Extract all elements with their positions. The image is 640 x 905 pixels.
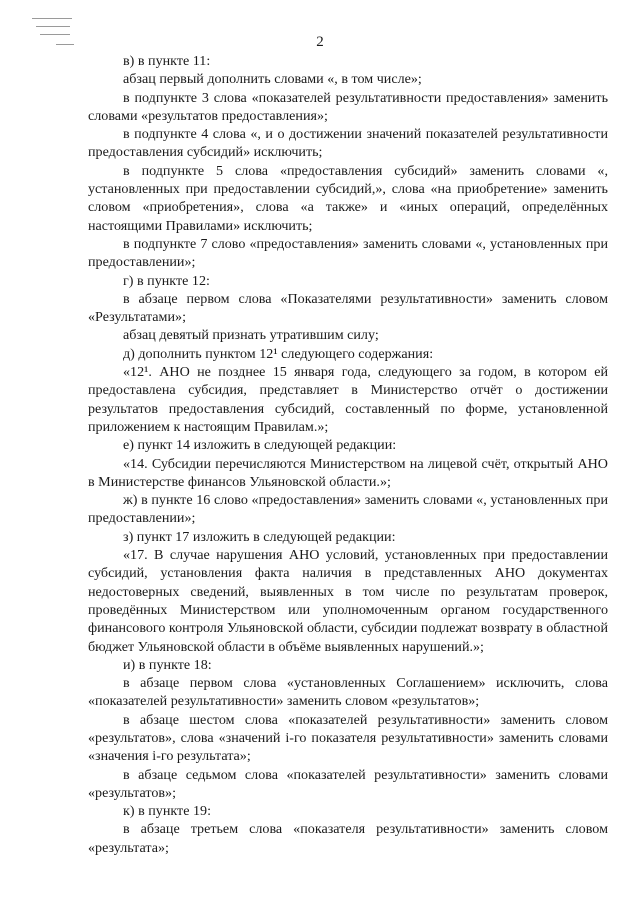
paragraph: ж) в пункте 16 слово «предоставления» заменить словами «, установленных при предоставлении»; xyxy=(88,492,608,527)
paragraph: абзац девятый признать утратившим силу; xyxy=(123,327,379,344)
paragraph: «14. Субсидии перечисляются Министерством на лицевой счёт, открытый АНО в Министерстве финансов Ульяновской области.»; xyxy=(88,455,608,490)
paragraph: в абзаце первом слова «установленных Соглашением» исключить, слова «показателей результативности» заменить словом «результатов»; xyxy=(88,675,608,710)
paragraph: в абзаце третьем слова «показателя результативности» заменить словом «результата»; xyxy=(88,821,608,856)
paragraph: в подпункте 4 слова «, и о достижении значений показателей результативности предоставления субсидий» исключить; xyxy=(88,126,608,161)
paragraph: в подпункте 3 слова «показателей результативности предоставления» заменить словами «результатов предоставления»; xyxy=(88,89,608,124)
paragraph: и) в пункте 18: xyxy=(123,656,212,673)
paragraph: к) в пункте 19: xyxy=(123,803,211,820)
paragraph: в подпункте 5 слова «предоставления субсидий» заменить словами «, установленных при предоставлении субсидий,», слова «на приобретение» заменить словом «приобретения», слова «а также» и «иных операций, определённых настоящими Правилами» исключить; xyxy=(88,162,608,234)
page-number: 2 xyxy=(316,34,324,50)
scan-artifact xyxy=(32,18,72,19)
document-body xyxy=(88,52,608,857)
paragraph: в абзаце шестом слова «показателей результативности» заменить словом «результатов», слова «значений i-го показателя результативности» заменить словами «значения i-го результата»; xyxy=(88,711,608,765)
paragraph: в абзаце седьмом слова «показателей результативности» заменить словами «результатов»; xyxy=(88,766,608,801)
paragraph: з) пункт 17 изложить в следующей редакции: xyxy=(123,528,396,545)
paragraph: в) в пункте 11: xyxy=(123,53,211,69)
paragraph: в подпункте 7 слово «предоставления» заменить словами «, установленных при предоставлении»; xyxy=(88,235,608,271)
paragraph: в абзаце первом слова «Показателями результативности» заменить словом «Результатами»; xyxy=(88,290,608,326)
paragraph: е) пункт 14 изложить в следующей редакции: xyxy=(123,437,397,454)
paragraph: абзац первый дополнить словами «, в том числе»; xyxy=(123,71,422,88)
paragraph: г) в пункте 12: xyxy=(123,272,210,289)
scan-artifact xyxy=(36,26,70,27)
paragraph: д) дополнить пунктом 12¹ следующего содержания: xyxy=(123,345,434,362)
paragraph: «17. В случае нарушения АНО условий, установленных при предоставлении субсидий, установления факта наличия в представленных АНО документах недостоверных сведений, выявленных в том числе по результатам проверок, проведённых Министерством или уполномоченным органом государственного финансового контроля Ульяновской области, субсидии подлежат возврату в областной бюджет Ульяновской области в объёме выявленных нарушений.»; xyxy=(88,547,608,655)
paragraph: «12¹. АНО не позднее 15 января года, следующего за годом, в котором ей предоставлена субсидия, представляет в Министерство отчёт о достижении результатов предоставления субсидий, составленный по форме, установленной приложением к настоящим Правилам.»; xyxy=(88,364,608,435)
